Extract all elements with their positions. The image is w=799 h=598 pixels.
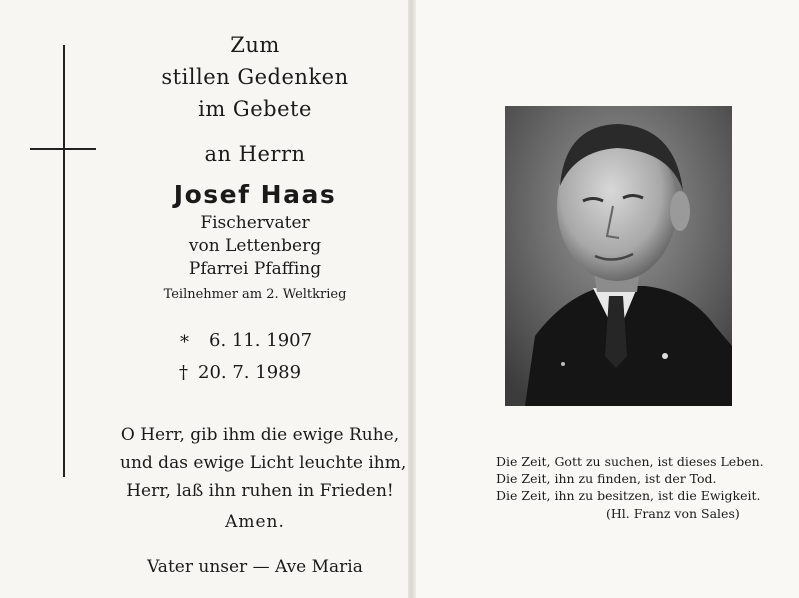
heading-line-1: Zum: [230, 33, 280, 57]
heading-line-2: stillen Gedenken: [161, 65, 349, 89]
portrait-photo: [505, 106, 732, 406]
prayer-line-3: Herr, laß ihn ruhen in Frieden!: [126, 481, 394, 501]
closing-prayer: Vater unser — Ave Maria: [147, 557, 363, 577]
quote-line-3: Die Zeit, ihn zu besitzen, ist die Ewigkeit.: [496, 488, 761, 503]
cross-icon: [63, 45, 65, 477]
cross-icon-bar: [30, 148, 96, 150]
death-symbol: †: [179, 362, 188, 383]
occupation: Fischervater: [200, 213, 310, 233]
death-date: 20. 7. 1989: [198, 362, 302, 383]
portrait-illustration: [505, 106, 732, 406]
quote-line-1: Die Zeit, Gott zu suchen, ist dieses Leben.: [496, 454, 764, 469]
birth-symbol: *: [180, 332, 189, 353]
an-herrn: an Herrn: [204, 142, 306, 166]
birth-date: 6. 11. 1907: [209, 330, 313, 351]
parish: Pfarrei Pfaffing: [188, 259, 322, 279]
origin: von Lettenberg: [188, 236, 322, 256]
amen: Amen.: [225, 512, 285, 532]
card-fold: [408, 0, 416, 598]
war-note: Teilnehmer am 2. Weltkrieg: [163, 287, 347, 302]
quote-line-2: Die Zeit, ihn zu finden, ist der Tod.: [496, 471, 717, 486]
deceased-name: Josef Haas: [173, 180, 337, 209]
quote-attribution: (Hl. Franz von Sales): [606, 506, 740, 521]
heading-line-3: im Gebete: [198, 97, 312, 121]
prayer-line-2: und das ewige Licht leuchte ihm,: [120, 453, 407, 473]
prayer-line-1: O Herr, gib ihm die ewige Ruhe,: [120, 425, 400, 445]
